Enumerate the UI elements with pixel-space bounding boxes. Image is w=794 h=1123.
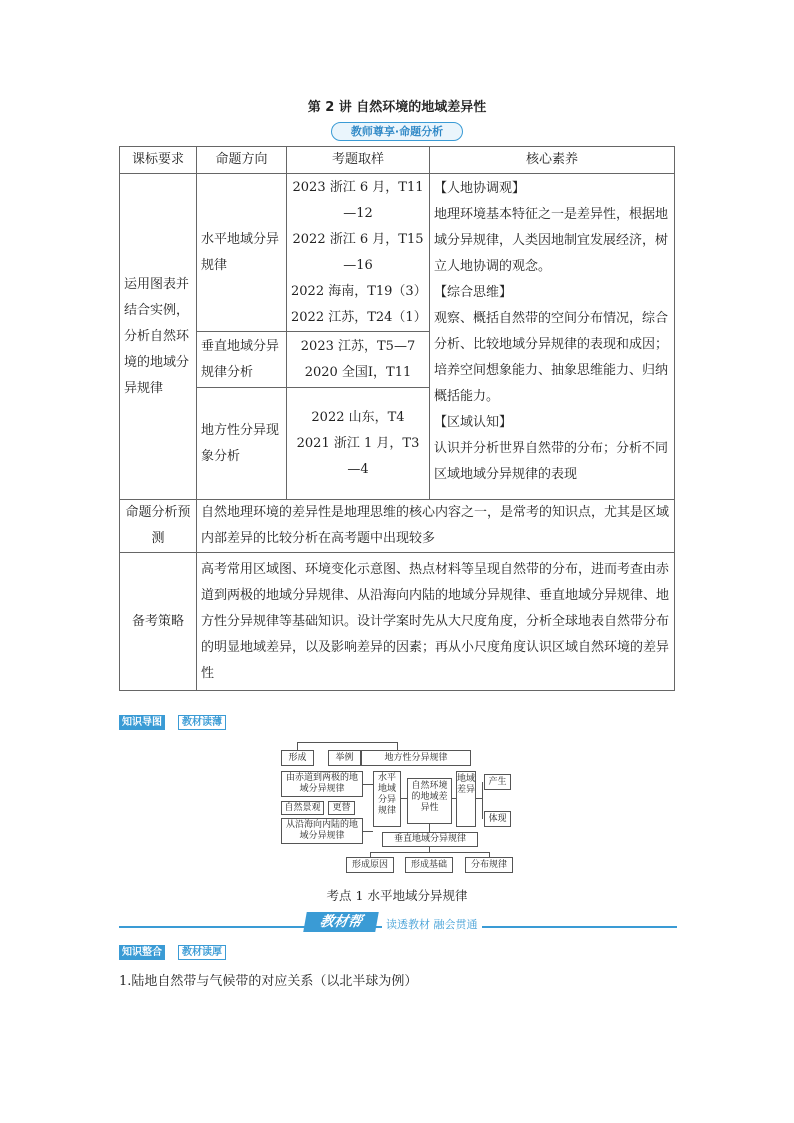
sample-item: 2022 山东，T4: [311, 409, 405, 425]
node-difang: 地方性分异规律: [361, 750, 471, 766]
node-gengti: 更替: [328, 801, 355, 815]
forecast-text: 自然地理环境的差异性是地理思维的核心内容之一，是常考的知识点，尤其是区域内部差异的比较分析在高考题中出现较多: [197, 500, 675, 553]
node-juli: 举例: [328, 750, 361, 766]
knowledge-integration-tag: 知识整合: [119, 945, 165, 960]
kaodian-heading: 考点 1 水平地域分异规律: [326, 888, 468, 903]
direction-cell: 垂直地域分异规律分析: [197, 332, 287, 388]
direction-cell: 地方性分异现象分析: [197, 388, 287, 500]
strategy-label: 备考策略: [120, 553, 197, 691]
node-shuiping: 水平地域分异规律: [373, 771, 401, 827]
core-item: 认识并分析世界自然带的分布；分析不同区域地域分异规律的表现: [434, 441, 669, 482]
teacher-pill: 教师尊享·命题分析: [331, 122, 463, 141]
node-yanhai: 从沿海向内陆的地域分异规律: [281, 818, 363, 844]
sample-item: 2023 浙江 6 月，T11—12: [292, 179, 424, 221]
node-chidao: 由赤道到两极的地域分异规律: [281, 771, 363, 797]
sample-item: 2021 浙江 1 月，T3—4: [296, 435, 420, 477]
sample-item: 2023 江苏，T5—7: [300, 338, 416, 354]
node-chansheng: 产生: [484, 774, 511, 790]
core-item: 【综合思维】: [434, 285, 513, 300]
core-item: 【区域认知】: [434, 415, 513, 430]
core-item: 【人地协调观】: [434, 181, 526, 196]
node-xingcheng: 形成: [281, 750, 314, 766]
banner-subtitle: 读透教材 融会贯通: [382, 916, 482, 932]
sample-item: 2022 浙江 6 月，T15—16: [292, 231, 424, 273]
sample-item: 2020 全国Ⅰ，T11: [304, 364, 412, 380]
header-cell: 课标要求: [120, 147, 197, 174]
page-title: 第 2 讲 自然环境的地域差异性: [307, 100, 487, 115]
sample-item: 2022 海南，T19（3）: [291, 283, 427, 299]
node-center: 自然环境的地域差异性: [407, 778, 452, 824]
header-cell: 核心素养: [430, 147, 675, 174]
banner-title: 教材帮: [303, 912, 379, 932]
node-diyu: 地域差异: [456, 771, 476, 827]
node-yuanyin: 形成原因: [346, 857, 394, 873]
header-cell: 考题取样: [287, 147, 430, 174]
node-fenbu: 分布规律: [465, 857, 513, 873]
header-cell: 命题方向: [197, 147, 287, 174]
core-item: 地理环境基本特征之一是差异性，根据地域分异规律，人类因地制宜发展经济，树立人地协调的观念。: [434, 207, 669, 274]
standard-cell: 运用图表并结合实例，分析自然环境的地域分异规律: [120, 174, 197, 500]
forecast-label: 命题分析预测: [120, 500, 197, 553]
analysis-table: [119, 146, 675, 691]
textbook-thin-tag: 教材读薄: [178, 715, 226, 730]
sample-item: 2022 江苏，T24（1）: [291, 309, 427, 325]
section-paragraph: 1.陆地自然带与气候带的对应关系（以北半球为例）: [119, 974, 418, 989]
table-header-row: [120, 147, 675, 174]
node-tixian: 体现: [484, 811, 511, 827]
node-chuizhi: 垂直地域分异规律: [382, 832, 478, 847]
strategy-text: 高考常用区域图、环境变化示意图、热点材料等呈现自然带的分布，进而考查由赤道到两极的地域分异规律、从沿海向内陆的地域分异规律、垂直地域分异规律、地方性分异规律等基础知识。设计学案时先从大尺度角度，分析全球地表自然带分布的明显地域差异，以及影响差异的因素；再从小尺度角度认识区域自然环境的差异性: [197, 553, 675, 691]
textbook-thick-tag: 教材读厚: [178, 945, 226, 960]
core-item: 观察、概括自然带的空间分布情况，综合分析、比较地域分异规律的表现和成因；培养空间想象能力、抽象思维能力、归纳概括能力。: [434, 311, 669, 404]
direction-cell: 水平地域分异规律: [197, 174, 287, 332]
node-ziran: 自然景观: [281, 801, 324, 815]
knowledge-map-tag: 知识导图: [119, 715, 165, 730]
node-jichu: 形成基础: [405, 857, 453, 873]
